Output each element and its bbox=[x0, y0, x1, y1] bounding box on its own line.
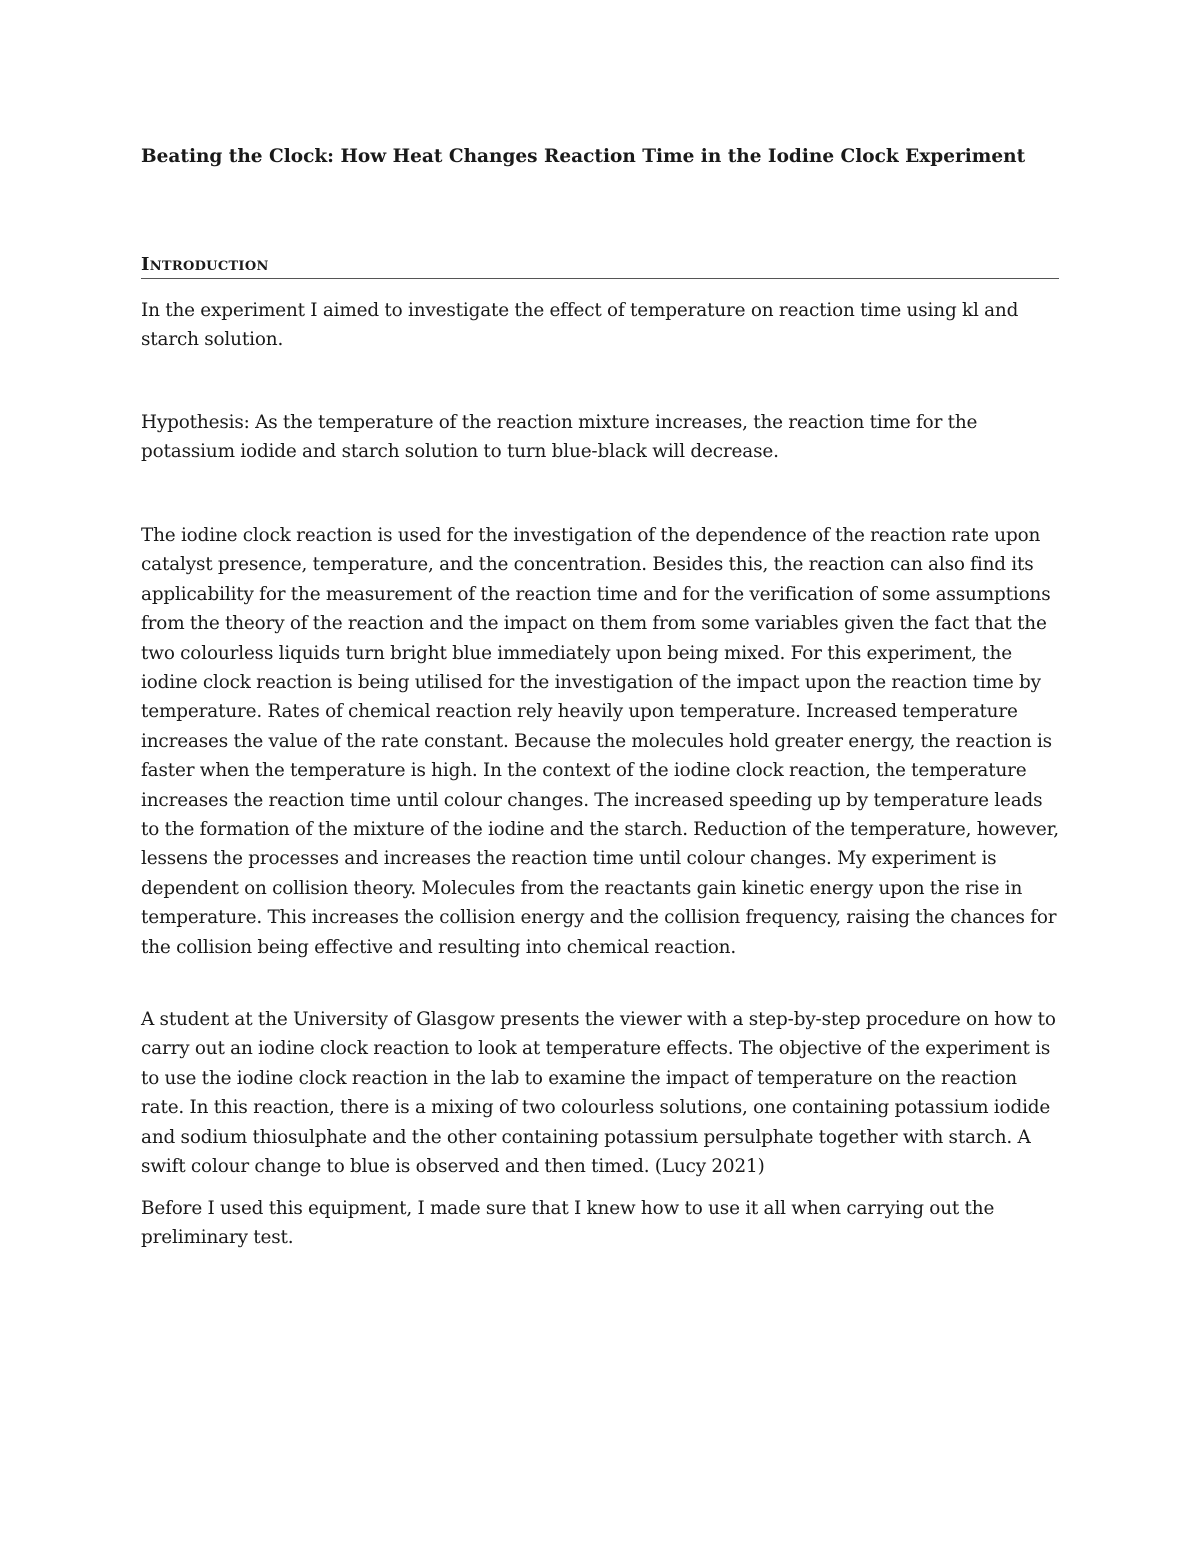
paragraph-aim: In the experiment I aimed to investigate the effect of temperature on reaction time using kl and starch solution. bbox=[141, 300, 1019, 351]
section-heading-introduction: Introduction bbox=[141, 252, 1059, 279]
paragraph-preliminary-test: Before I used this equipment, I made sure that I knew how to use it all when carrying out the preliminary test. bbox=[141, 1198, 995, 1249]
paragraph-hypothesis: Hypothesis: As the temperature of the reaction mixture increases, the reaction time for the potassium iodide and starch solution to turn blue-black will decrease. bbox=[141, 412, 978, 463]
paragraph-procedure-source: A student at the University of Glasgow presents the viewer with a step-by-step procedure on how to carry out an iodine clock reaction to look at temperature effects. The objective of the experiment is to use the iodine clock reaction in the lab to examine the impact of temperature on the reaction rate. In this reaction, there is a mixing of two colourless solutions, one containing potassium iodide and sodium thiosulphate and the other containing potassium persulphate together with starch. A swift colour change to blue is observed and then timed. (Lucy 2021) bbox=[141, 1009, 1056, 1178]
paragraph-background: The iodine clock reaction is used for the investigation of the dependence of the reaction rate upon catalyst presence, temperature, and the concentration. Besides this, the reaction can also find its applicability for the measurement of the reaction time and for the verification of some assumptions from the theory of the reaction and the impact on them from some variables given the fact that the two colourless liquids turn bright blue immediately upon being mixed. For this experiment, the iodine clock reaction is being utilised for the investigation of the impact upon the reaction time by temperature. Rates of chemical reaction rely heavily upon temperature. Increased temperature increases the value of the rate constant. Because the molecules hold greater energy, the reaction is faster when the temperature is high. In the context of the iodine clock reaction, the temperature increases the reaction time until colour changes. The increased speeding up by temperature leads to the formation of the mixture of the iodine and the starch. Reduction of the temperature, however, lessens the processes and increases the reaction time until colour changes. My experiment is dependent on collision theory. Molecules from the reactants gain kinetic energy upon the rise in temperature. This increases the collision energy and the collision frequency, raising the chances for the collision being effective and resulting into chemical reaction. bbox=[141, 525, 1059, 958]
document-title: Beating the Clock: How Heat Changes Reaction Time in the Iodine Clock Experiment bbox=[141, 146, 1026, 167]
